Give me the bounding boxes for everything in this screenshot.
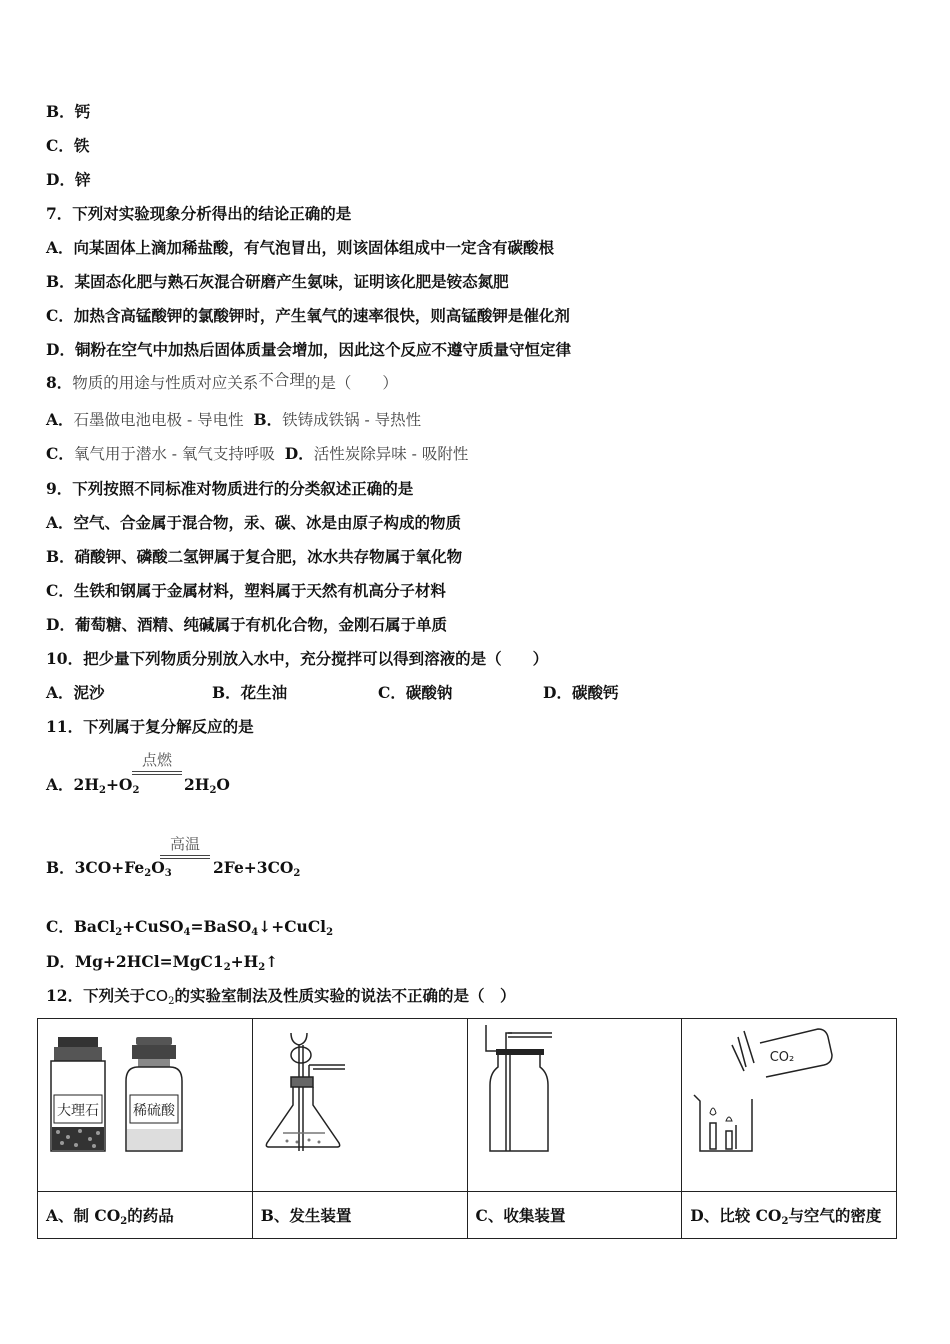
q11-a-equals-sign — [132, 771, 182, 775]
option-b-calcium: B．钙 — [46, 102, 91, 121]
q12-cell-d-image — [682, 1019, 897, 1192]
label-marble: 大理石 — [57, 1103, 99, 1119]
q12-caption-b: B、发生装置 — [252, 1192, 467, 1239]
q10-option-b: B．花生油 — [212, 683, 288, 702]
q8-stem: 8．物质的用途与性质对应关系不合理的是（ ） — [46, 371, 398, 392]
q10-option-a: A．泥沙 — [46, 683, 105, 702]
q7-option-a: A．向某固体上滴加稀盐酸，有气泡冒出，则该固体组成中一定含有碳酸根 — [46, 238, 555, 257]
density-comparison-illustration — [682, 1019, 896, 1191]
q11-option-c: C．BaCl$_2$+CuSO$_4$=BaSO$_4$↓+CuCl$_2$ — [46, 917, 334, 938]
q11-a-condition: 点燃 — [141, 751, 172, 769]
q12-caption-d: D、比较 $CO_2$与空气的密度 — [682, 1192, 897, 1239]
q9-option-c: C．生铁和钢属于金属材料，塑料属于天然有机高分子材料 — [46, 581, 446, 600]
q11-b-product: $2Fe+3CO_2$ — [213, 858, 301, 879]
q9-option-a: A．空气、合金属于混合物，汞、碳、冰是由原子构成的物质 — [46, 513, 462, 532]
q8-number: 8． — [46, 373, 73, 392]
q8-option-a: 石墨做电池电极 - 导电性 — [73, 411, 244, 429]
q7-option-d: D．铜粉在空气中加热后固体质量会增加，因此这个反应不遵守质量守恒定律 — [46, 340, 571, 359]
q8-options-ab: A．石墨做电池电极 - 导电性 B．铁铸成铁锅 - 导热性 — [46, 410, 422, 429]
q9-stem: 9．下列按照不同标准对物质进行的分类叙述正确的是 — [46, 479, 414, 498]
q12-stem: 12．下列关于$CO_2$的实验室制法及性质实验的说法不正确的是（ ） — [46, 986, 516, 1007]
gas-generator-illustration — [253, 1019, 467, 1191]
reagent-bottles-illustration — [38, 1019, 251, 1191]
q12-caption-c: C、收集装置 — [467, 1192, 682, 1239]
q11-b-condition: 高温 — [169, 835, 200, 853]
q7-stem: 7．下列对实验现象分析得出的结论正确的是 — [46, 204, 352, 223]
label-dilute-sulfuric-acid: 稀硫酸 — [133, 1103, 175, 1119]
q9-option-d: D．葡萄糖、酒精、纯碱属于有机化合物，金刚石属于单质 — [46, 615, 447, 634]
q10-option-d: D．碳酸钙 — [543, 683, 619, 702]
q8-option-b: 铁铸成铁锅 - 导热性 — [282, 411, 422, 429]
option-c-iron: C．铁 — [46, 136, 90, 155]
gas-collection-bottle-illustration — [468, 1019, 682, 1191]
q10-stem: 10．把少量下列物质分别放入水中，充分搅拌可以得到溶液的是（ ） — [46, 649, 549, 668]
q12-caption-a: A、制 $CO_2$的药品 — [38, 1192, 253, 1239]
q8-options-cd: C．氧气用于潜水 - 氧气支持呼吸 D．活性炭除异味 - 吸附性 — [46, 444, 469, 463]
q11-b-equals-sign — [160, 855, 210, 859]
q11-stem: 11．下列属于复分解反应的是 — [46, 717, 254, 736]
q8-option-d: 活性炭除异味 - 吸附性 — [313, 445, 469, 463]
q12-cell-b-image — [252, 1019, 467, 1192]
q12-cell-c-image — [467, 1019, 682, 1192]
q7-option-b: B．某固态化肥与熟石灰混合研磨产生氨味，证明该化肥是铵态氮肥 — [46, 272, 509, 291]
q10-option-c: C．碳酸钠 — [378, 683, 453, 702]
q7-option-c: C．加热含高锰酸钾的氯酸钾时，产生氧气的速率很快，则高锰酸钾是催化剂 — [46, 306, 570, 325]
q12-cell-a-image — [38, 1019, 253, 1192]
label-co2-gas: CO₂ — [769, 1050, 795, 1065]
q11-option-d: D．$Mg+2HCl=MgC1_2+H_2↑$ — [46, 952, 279, 973]
q9-option-b: B．硝酸钾、磷酸二氢钾属于复合肥，冰水共存物属于氧化物 — [46, 547, 463, 566]
q8-option-c: 氧气用于潜水 - 氧气支持呼吸 — [73, 445, 275, 463]
q11-option-b: B．$3CO+Fe_2O_3$ — [46, 858, 172, 879]
option-d-zinc: D．锌 — [46, 170, 91, 189]
q11-a-product: $2H_2O$ — [184, 775, 230, 796]
q12-figure-table — [37, 1018, 897, 1239]
q11-option-a: A．$2H_2+O_2$ — [46, 775, 140, 796]
